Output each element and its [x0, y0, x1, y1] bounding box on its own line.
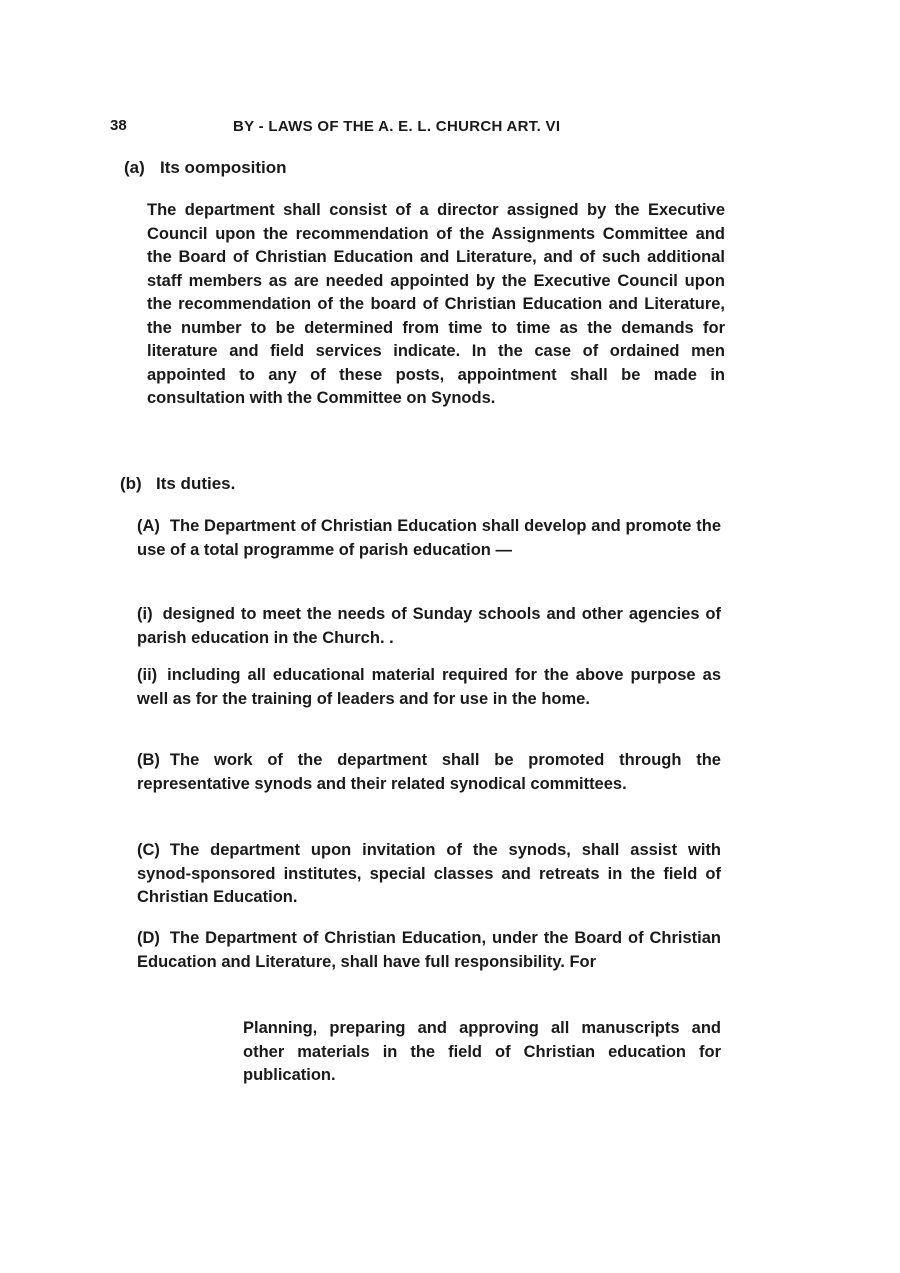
- duty-text: including all educational material required for the above purpose as well as for the training of leaders and for use in the home.: [137, 666, 721, 708]
- duty-text: The Department of Christian Education, under the Board of Christian Education and Literature, shall have full responsibility. For: [137, 929, 721, 971]
- duty-paragraph-A: [137, 515, 721, 562]
- section-b-heading: [120, 474, 235, 494]
- section-a-heading: [124, 158, 287, 178]
- duty-marker: (B): [137, 751, 160, 769]
- duty-marker: (ii): [137, 666, 158, 684]
- section-b-marker: (b): [120, 474, 142, 493]
- duty-text: The Department of Christian Education shall develop and promote the use of a total programme of parish education —: [137, 517, 721, 559]
- section-b-title: Its duties.: [156, 474, 236, 493]
- duty-marker: (D): [137, 929, 160, 947]
- section-a-title: Its oomposition: [160, 158, 287, 177]
- duty-text: designed to meet the needs of Sunday schools and other agencies of parish education in the Church. .: [137, 605, 721, 647]
- duty-marker: (C): [137, 841, 160, 859]
- duty-paragraph-B: [137, 749, 721, 796]
- duty-marker: (A): [137, 517, 160, 535]
- duty-text: The work of the department shall be promoted through the representative synods and their related synodical committees.: [137, 751, 721, 793]
- duty-marker: (i): [137, 605, 153, 623]
- running-head: BY - LAWS OF THE A. E. L. CHURCH ART. VI: [233, 118, 561, 135]
- section-a-paragraph: The department shall consist of a director assigned by the Executive Council upon the recommendation of the Assignments Committee and the Board of Christian Education and Literature, and of such additional staff members as are needed appointed by the Executive Council upon the recommendation of the board of Christian Education and Literature, the number to be determined from time to time as the demands for literature and field services indicate. In the case of ordained men appointed to any of these posts, appointment shall be made in consultation with the Committee on Synods.: [147, 201, 725, 407]
- section-a-marker: (a): [124, 158, 145, 177]
- duty-paragraph-C: [137, 839, 721, 910]
- duty-text: The department upon invitation of the synods, shall assist with synod-sponsored institutes, special classes and retreats in the field of Christian Education.: [137, 841, 721, 906]
- page-number: 38: [110, 117, 127, 134]
- duty-paragraph-ii: [137, 664, 721, 711]
- duty-paragraph-D: [137, 927, 721, 974]
- duty-paragraph-i: [137, 603, 721, 650]
- duty-sub-paragraph: Planning, preparing and approving all manuscripts and other materials in the field of Christian education for publication.: [243, 1019, 721, 1084]
